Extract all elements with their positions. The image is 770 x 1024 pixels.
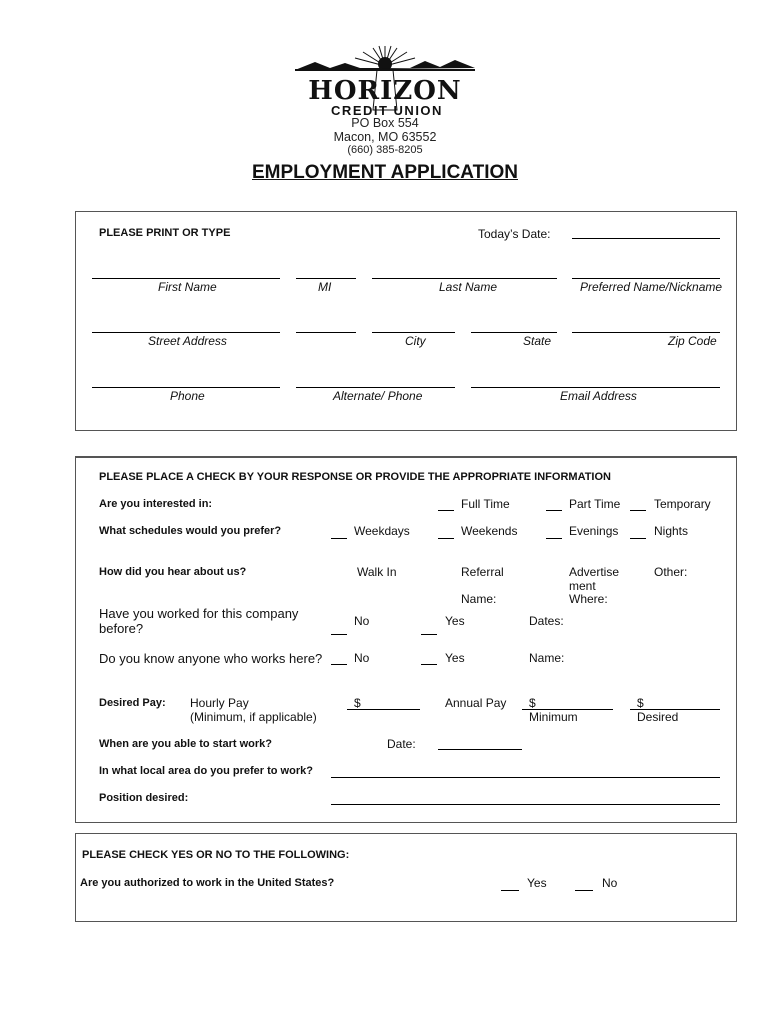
temporary-checkbox[interactable] bbox=[630, 510, 646, 511]
authorized-yes-label: Yes bbox=[527, 876, 547, 890]
address-line-2: Macon, MO 63552 bbox=[333, 130, 437, 144]
authorized-no-label: No bbox=[602, 876, 618, 890]
temporary-label: Temporary bbox=[654, 497, 711, 511]
referral-name-label: Name: bbox=[461, 592, 497, 606]
desired-dollar-sign: $ bbox=[637, 696, 644, 710]
state-label: State bbox=[523, 334, 552, 348]
nights-checkbox[interactable] bbox=[630, 538, 646, 539]
local-area-question: In what local area do you prefer to work? bbox=[99, 765, 313, 777]
part-time-checkbox[interactable] bbox=[546, 510, 562, 511]
authorized-question: Are you authorized to work in the United States? bbox=[80, 877, 335, 889]
preferred-name-label: Preferred Name/Nickname bbox=[580, 280, 723, 294]
first-name-field[interactable] bbox=[92, 278, 280, 279]
full-time-checkbox[interactable] bbox=[438, 510, 454, 511]
hourly-dollar-sign: $ bbox=[354, 696, 361, 710]
city-label: City bbox=[405, 334, 426, 348]
logo-main-text: HORIZON bbox=[308, 76, 462, 106]
preferred-name-field[interactable] bbox=[572, 278, 720, 279]
know-yes-label: Yes bbox=[445, 651, 465, 665]
full-time-label: Full Time bbox=[461, 497, 510, 511]
nights-label: Nights bbox=[654, 524, 689, 538]
alt-phone-field[interactable] bbox=[296, 387, 455, 388]
alt-phone-label: Alternate/ Phone bbox=[333, 389, 423, 403]
minimum-dollar-sign: $ bbox=[529, 696, 536, 710]
street-address-field[interactable] bbox=[92, 332, 280, 333]
know-name-label: Name: bbox=[529, 651, 565, 665]
phone-field[interactable] bbox=[92, 387, 280, 388]
advertisement-label-1: Advertise bbox=[569, 565, 620, 579]
desired-label: Desired bbox=[637, 710, 679, 724]
zip-code-field[interactable] bbox=[572, 332, 720, 333]
interested-question: Are you interested in: bbox=[99, 498, 213, 510]
start-work-question: When are you able to start work? bbox=[99, 738, 272, 750]
worked-no-checkbox[interactable] bbox=[331, 634, 347, 635]
street-address-field-2[interactable] bbox=[296, 332, 356, 333]
page-title: EMPLOYMENT APPLICATION bbox=[252, 162, 518, 183]
phone-label: Phone bbox=[170, 389, 205, 403]
minimum-label: Minimum bbox=[529, 710, 578, 724]
worked-dates-label: Dates: bbox=[529, 614, 564, 628]
walk-in-label: Walk In bbox=[357, 565, 397, 579]
logo-sub-text: CREDIT UNION bbox=[331, 103, 443, 118]
state-field[interactable] bbox=[471, 332, 557, 333]
know-no-label: No bbox=[354, 651, 370, 665]
part-time-label: Part Time bbox=[569, 497, 621, 511]
know-no-checkbox[interactable] bbox=[331, 664, 347, 665]
position-desired-field[interactable] bbox=[331, 804, 720, 805]
weekdays-label: Weekdays bbox=[354, 524, 410, 538]
horizon-logo bbox=[285, 44, 485, 118]
zip-code-label: Zip Code bbox=[668, 334, 717, 348]
desired-pay-label: Desired Pay: bbox=[99, 697, 166, 709]
hourly-pay-label: Hourly Pay bbox=[190, 696, 249, 710]
worked-before-question-2: before? bbox=[99, 621, 144, 636]
worked-yes-label: Yes bbox=[445, 614, 465, 628]
position-desired-question: Position desired: bbox=[99, 792, 189, 804]
evenings-checkbox[interactable] bbox=[546, 538, 562, 539]
hourly-pay-field[interactable] bbox=[347, 709, 420, 710]
hear-about-question: How did you hear about us? bbox=[99, 566, 247, 578]
todays-date-field[interactable] bbox=[572, 238, 720, 239]
other-label: Other: bbox=[654, 565, 688, 579]
city-field[interactable] bbox=[372, 332, 455, 333]
know-yes-checkbox[interactable] bbox=[421, 664, 437, 665]
know-anyone-question: Do you know anyone who works here? bbox=[99, 651, 323, 666]
worked-no-label: No bbox=[354, 614, 370, 628]
worked-before-question-1: Have you worked for this company bbox=[99, 606, 299, 621]
referral-label: Referral bbox=[461, 565, 504, 579]
address-line-1: PO Box 554 bbox=[351, 116, 419, 130]
street-address-label: Street Address bbox=[148, 334, 227, 348]
start-date-label: Date: bbox=[387, 737, 416, 751]
last-name-label: Last Name bbox=[439, 280, 498, 294]
weekends-label: Weekends bbox=[461, 524, 518, 538]
email-label: Email Address bbox=[560, 389, 637, 403]
evenings-label: Evenings bbox=[569, 524, 619, 538]
schedules-question: What schedules would you prefer? bbox=[99, 525, 282, 537]
check-response-heading: PLEASE PLACE A CHECK BY YOUR RESPONSE OR PROVIDE THE APPROPRIATE INFORMATION bbox=[99, 471, 611, 483]
last-name-field[interactable] bbox=[372, 278, 557, 279]
email-field[interactable] bbox=[471, 387, 720, 388]
start-date-field[interactable] bbox=[438, 749, 522, 750]
yes-no-heading: PLEASE CHECK YES OR NO TO THE FOLLOWING: bbox=[82, 849, 350, 861]
first-name-label: First Name bbox=[158, 280, 217, 294]
weekdays-checkbox[interactable] bbox=[331, 538, 347, 539]
authorized-no-checkbox[interactable] bbox=[575, 890, 593, 891]
worked-yes-checkbox[interactable] bbox=[421, 634, 437, 635]
local-area-field[interactable] bbox=[331, 777, 720, 778]
mi-label: MI bbox=[318, 280, 332, 294]
phone-number: (660) 385-8205 bbox=[347, 144, 423, 156]
todays-date-label: Today’s Date: bbox=[478, 227, 551, 241]
mi-field[interactable] bbox=[296, 278, 356, 279]
print-or-type-heading: PLEASE PRINT OR TYPE bbox=[99, 227, 231, 239]
advertisement-label-2: ment bbox=[569, 579, 596, 593]
annual-pay-label: Annual Pay bbox=[445, 696, 507, 710]
weekends-checkbox[interactable] bbox=[438, 538, 454, 539]
authorized-yes-checkbox[interactable] bbox=[501, 890, 519, 891]
advertisement-where-label: Where: bbox=[569, 592, 608, 606]
hourly-pay-note: (Minimum, if applicable) bbox=[190, 710, 317, 724]
